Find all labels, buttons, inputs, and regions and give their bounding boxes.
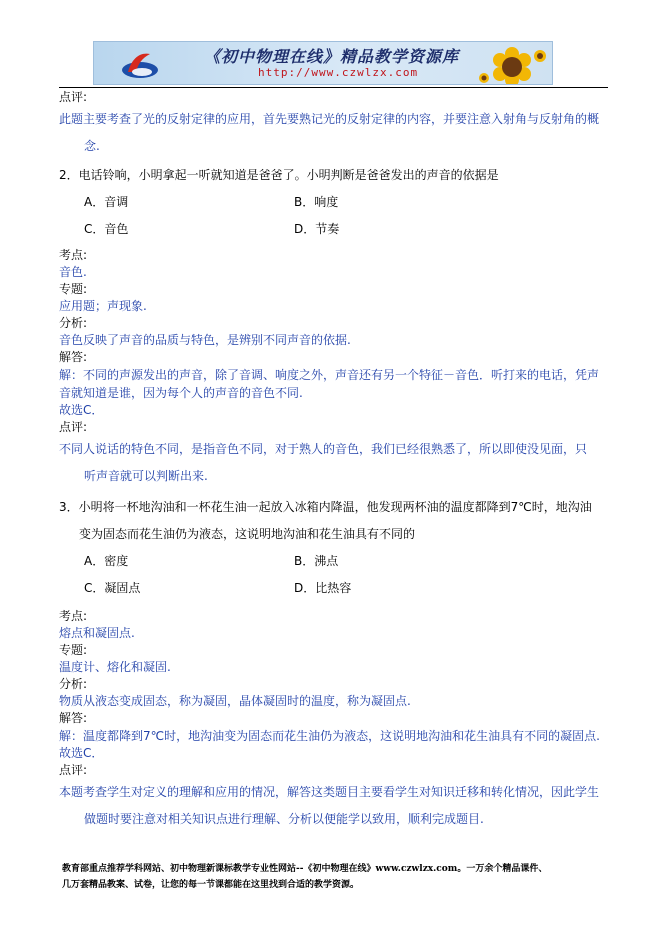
q2-jieda-line1: 解：不同的声源发出的声音，除了音调、响度之外，声音还有另一个特征－音色．听打来的电话，凭声 xyxy=(59,368,600,382)
footer-line1: 教育部重点推荐学科网站、初中物理新课标教学专业性网站--《初中物理在线》www.czwlzx.com。一万余个精品课件、 xyxy=(62,864,548,874)
q1-dianping-line1: 此题主要考查了光的反射定律的应用，首先要熟记光的反射定律的内容，并要注意入射角与反射角的概 xyxy=(59,112,600,126)
sunflower-icon xyxy=(476,44,550,85)
q2-kaodian: 音色. xyxy=(59,265,87,279)
q2-option-c: C．音色 xyxy=(84,222,129,236)
q3-dianping-line1: 本题考查学生对定义的理解和应用的情况，解答这类题目主要看学生对知识迁移和转化情况，因此学生 xyxy=(59,785,600,799)
q3-kaodian-label: 考点: xyxy=(59,609,88,623)
q2-dianping-label: 点评: xyxy=(59,420,88,434)
q1-dianping-label: 点评: xyxy=(59,90,88,104)
q2-kaodian-label: 考点: xyxy=(59,248,88,262)
q2-dianping-line2: 听声音就可以判断出来. xyxy=(84,469,208,483)
q2-stem: 2．电话铃响，小明拿起一听就知道是爸爸了。小明判断是爸爸发出的声音的依据是 xyxy=(59,168,499,182)
q2-fenxi-label: 分析: xyxy=(59,316,88,330)
q1-dianping-line2: 念. xyxy=(84,139,100,153)
q3-option-a: A．密度 xyxy=(84,554,129,568)
banner-title: 《初中物理在线》精品教学资源库 xyxy=(204,47,460,66)
q3-jieda-label: 解答: xyxy=(59,711,88,725)
header-divider xyxy=(59,87,608,88)
q2-jieda-label: 解答: xyxy=(59,350,88,364)
page-footer xyxy=(62,861,602,893)
q3-zhuanti-label: 专题: xyxy=(59,643,88,657)
footer-line2: 几万套精品教案、试卷，让您的每一节课都能在这里找到合适的教学资源。 xyxy=(62,880,360,890)
q2-dianping-line1: 不同人说话的特色不同，是指音色不同，对于熟人的音色，我们已经很熟悉了，所以即使没见面，只 xyxy=(59,442,588,456)
q2-zhuanti-label: 专题: xyxy=(59,282,88,296)
q2-options-row2 xyxy=(59,216,611,243)
q3-dianping-text xyxy=(59,779,611,833)
q2-answer: 故选C． xyxy=(59,403,104,417)
q3-jieda-line1: 解：温度都降到7℃时，地沟油变为固态而花生油仍为液态，这说明地沟油和花生油具有不同的凝固点. xyxy=(59,729,600,743)
q3-dianping-line2: 做题时要注意对相关知识点进行理解、分析以便能学以致用，顺利完成题目. xyxy=(84,812,484,826)
q3-option-d: D．比热容 xyxy=(294,581,352,595)
q3-zhuanti: 温度计、熔化和凝固. xyxy=(59,660,171,674)
document-body xyxy=(59,89,611,833)
q2-option-d: D．节奏 xyxy=(294,222,340,236)
q2-option-a: A．音调 xyxy=(84,195,129,209)
q3-option-b: B．沸点 xyxy=(294,554,339,568)
q3-answer: 故选C． xyxy=(59,746,104,760)
q2-options-row1 xyxy=(59,189,611,216)
q3-stem-line1: 3．小明将一杯地沟油和一杯花生油一起放入冰箱内降温，他发现两杯油的温度都降到7℃时，地沟油 xyxy=(59,500,592,514)
q3-option-c: C．凝固点 xyxy=(84,581,141,595)
q3-options-row1 xyxy=(59,548,611,575)
q3-stem-line2: 变为固态而花生油仍为液态，这说明地沟油和花生油具有不同的 xyxy=(79,527,416,541)
q3-fenxi-label: 分析: xyxy=(59,677,88,691)
q2-jieda-line2: 音就知道是谁，因为每个人的声音的音色不同. xyxy=(59,386,303,400)
q3-dianping-label: 点评: xyxy=(59,763,88,777)
header-banner xyxy=(93,41,553,85)
q3-options-row2 xyxy=(59,575,611,602)
site-logo-icon xyxy=(120,48,160,82)
q2-option-b: B．响度 xyxy=(294,195,339,209)
q1-dianping-text xyxy=(59,106,611,160)
q2-fenxi: 音色反映了声音的品质与特色，是辨别不同声音的依据. xyxy=(59,333,351,347)
q2-dianping-text xyxy=(59,436,611,490)
q2-zhuanti: 应用题；声现象. xyxy=(59,299,147,313)
q3-fenxi: 物质从液态变成固态，称为凝固，晶体凝固时的温度，称为凝固点. xyxy=(59,694,411,708)
banner-url[interactable]: http://www.czwlzx.com xyxy=(258,66,419,79)
q3-kaodian: 熔点和凝固点. xyxy=(59,626,135,640)
